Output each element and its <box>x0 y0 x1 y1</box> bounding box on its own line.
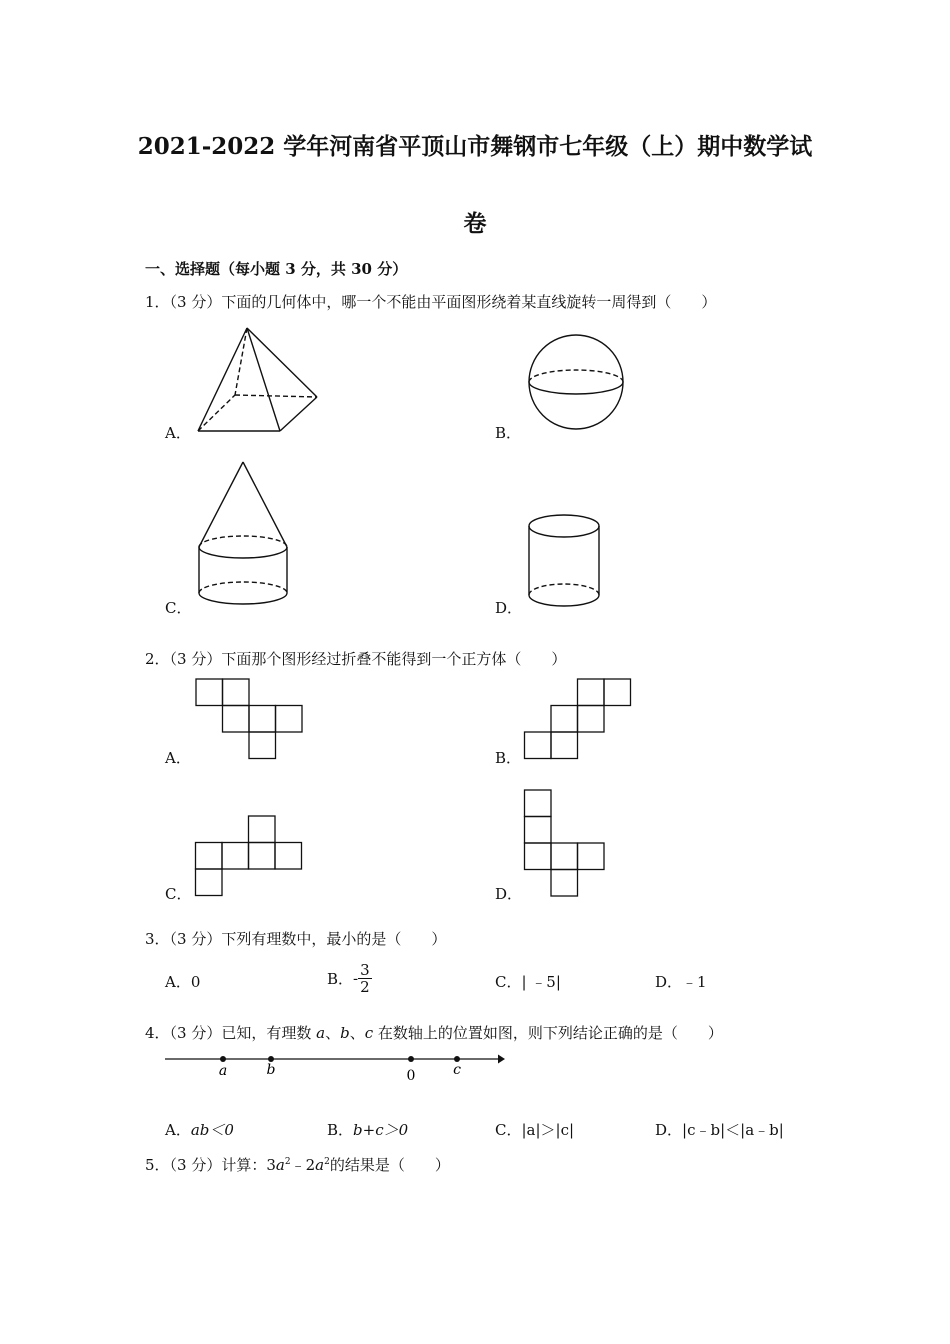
q1-option-b-label: B． <box>495 424 522 442</box>
q4-option-d-value: |c﹣b|＜|a﹣b| <box>682 1121 784 1139</box>
number-line-arrow-icon <box>498 1055 505 1064</box>
question-5-stem <box>145 1154 450 1175</box>
cube-net-b-icon <box>523 678 632 760</box>
cone-on-cylinder-icon <box>196 460 290 610</box>
q3-option-b-numerator: 3 <box>360 961 370 979</box>
question-3-stem: 3．（3 分）下列有理数中，最小的是（ ） <box>145 930 447 948</box>
q3-option-b <box>327 962 372 995</box>
label-a: a <box>218 1063 228 1079</box>
q3-option-b-fraction <box>358 962 372 995</box>
cube-net-c-icon <box>194 815 303 897</box>
q4-option-b <box>327 1119 408 1140</box>
q4-var-b: b <box>340 1024 350 1042</box>
q3-option-d-label: D． <box>655 973 683 991</box>
q3-option-b-label: B． <box>327 970 354 988</box>
q4-option-c-label: C． <box>495 1121 522 1139</box>
pyramid-icon <box>195 325 320 435</box>
cylinder-icon <box>527 513 601 610</box>
q4-option-c <box>495 1119 574 1140</box>
label-b: b <box>266 1062 276 1078</box>
q1-option-c-label: C． <box>165 599 192 617</box>
q3-option-a-value: 0 <box>190 973 201 991</box>
question-4-stem <box>145 1022 723 1043</box>
q4-sep-1: 、 <box>325 1024 341 1042</box>
q2-option-b-label: B． <box>495 749 522 767</box>
q3-option-b-sign: - <box>353 969 359 988</box>
q4-option-d <box>655 1119 784 1140</box>
question-1-stem: 1．（3 分）下面的几何体中，哪一个不能由平面图形绕着某直线旋转一周得到（ ） <box>145 293 717 311</box>
q4-stem-pre: 4．（3 分）已知，有理数 <box>145 1024 317 1042</box>
q3-option-d <box>655 971 707 992</box>
q3-option-c-value: | ﹣5| <box>521 973 561 991</box>
q4-option-b-value: b+c＞0 <box>353 1121 409 1139</box>
point-a <box>220 1056 226 1062</box>
q2-option-a-label: A． <box>165 749 191 767</box>
q4-option-a-value: ab＜0 <box>190 1121 234 1139</box>
q5-stem-post: 的结果是（ ） <box>329 1156 450 1174</box>
number-line-diagram <box>165 1050 505 1082</box>
q1-option-d-label: D． <box>495 599 523 617</box>
q3-option-c <box>495 971 561 992</box>
q5-var-1: a <box>275 1156 285 1174</box>
q5-mid: ﹣2 <box>290 1156 316 1174</box>
q3-option-a <box>165 971 200 992</box>
section-heading: 一、选择题（每小题 3 分，共 30 分） <box>145 260 408 278</box>
q2-option-d-label: D． <box>495 885 523 903</box>
sphere-icon <box>527 333 625 431</box>
q3-option-a-label: A． <box>165 973 191 991</box>
q4-option-d-label: D． <box>655 1121 683 1139</box>
question-2-stem: 2．（3 分）下面那个图形经过折叠不能得到一个正方体（ ） <box>145 650 567 668</box>
q5-exp-2: 2 <box>324 1157 330 1167</box>
q5-exp-1: 2 <box>284 1157 291 1167</box>
q4-sep-2: 、 <box>349 1024 365 1042</box>
page-title-continued: 卷 <box>463 210 487 237</box>
page-title: 2021-2022 学年河南省平顶山市舞钢市七年级（上）期中数学试 <box>137 133 813 160</box>
q5-var-2: a <box>315 1156 325 1174</box>
q4-option-a-label: A． <box>165 1121 191 1139</box>
q3-option-b-denominator: 2 <box>360 978 370 996</box>
q1-option-a-label: A． <box>165 424 191 442</box>
label-c: c <box>453 1062 461 1078</box>
point-zero <box>408 1056 414 1062</box>
q5-stem-pre: 5．（3 分）计算：3 <box>145 1156 276 1174</box>
label-zero: 0 <box>406 1068 416 1084</box>
q3-option-d-value: ﹣1 <box>682 973 707 991</box>
q4-stem-post: 在数轴上的位置如图，则下列结论正确的是（ ） <box>373 1024 723 1042</box>
q4-var-a: a <box>316 1024 326 1042</box>
cube-net-a-icon <box>195 678 303 760</box>
q4-option-c-value: |a|＞|c| <box>521 1121 575 1139</box>
q4-option-b-label: B． <box>327 1121 354 1139</box>
q3-option-c-label: C． <box>495 973 522 991</box>
q4-option-a <box>165 1119 234 1140</box>
cube-net-d-icon <box>523 789 606 897</box>
q4-var-c: c <box>364 1024 374 1042</box>
q2-option-c-label: C． <box>165 885 192 903</box>
